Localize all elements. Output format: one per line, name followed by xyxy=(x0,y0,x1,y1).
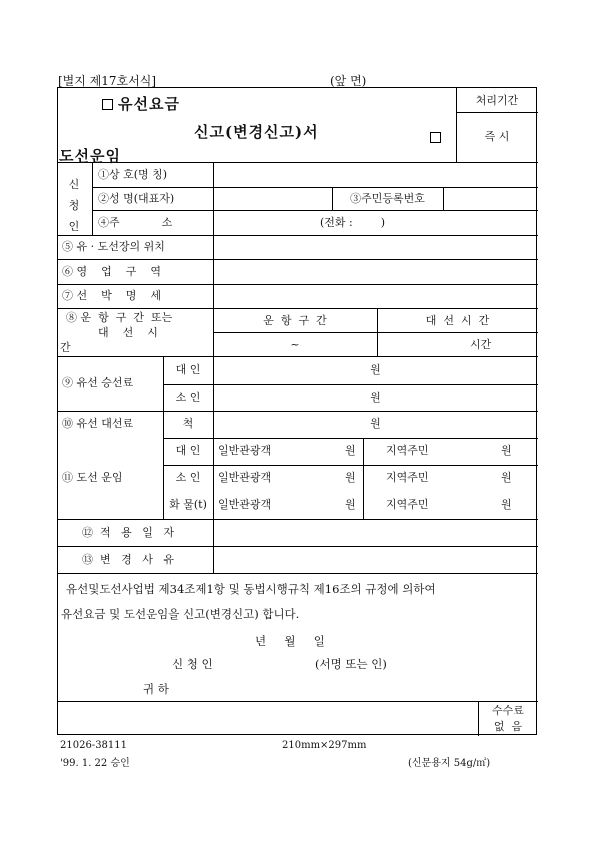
checkbox-icon[interactable] xyxy=(430,132,441,143)
won-unit: 원 xyxy=(501,444,512,457)
won-unit: 원 xyxy=(345,498,356,511)
statement-line2: 유선요금 및 도선운임을 신고(변경신고) 합니다. xyxy=(61,607,300,621)
grid-line xyxy=(58,356,538,357)
grid-line xyxy=(58,573,538,574)
route-section-value: ~ xyxy=(290,338,300,351)
won-unit: 원 xyxy=(370,391,381,404)
page-side-label: (앞 면) xyxy=(330,74,367,88)
grid-line xyxy=(456,112,538,113)
charter-time-value: 시간 xyxy=(470,338,492,351)
charter-fare-label: ⑩ 유선 대선료 xyxy=(62,417,134,430)
route-section-header: 운 항 구 간 xyxy=(263,314,327,327)
grid-line xyxy=(363,438,364,519)
grid-line xyxy=(163,438,538,439)
dock-location-label: ⑤ 유 · 도선장의 위치 xyxy=(62,240,165,253)
grid-line xyxy=(58,308,538,309)
grid-line xyxy=(58,546,538,547)
resident-label: 지역주민 xyxy=(386,498,429,511)
fee-value: 없 음 xyxy=(493,720,523,733)
ferry-fare-label: ⑪ 도선 운임 xyxy=(62,471,123,484)
grid-line xyxy=(58,235,538,236)
grid-line xyxy=(213,332,538,333)
grid-line xyxy=(163,465,538,466)
vessel-spec-label: ⑦ 선 박 명 세 xyxy=(62,289,161,302)
footer-form-code: 21026-38111 xyxy=(60,740,128,751)
boarding-fare-label: ⑨ 유선 승선료 xyxy=(62,376,134,389)
won-unit: 원 xyxy=(501,471,512,484)
applicant-sign-label: 신 청 인 xyxy=(172,657,213,671)
effective-date-label: ⑫ 적 용 일 자 xyxy=(82,526,174,539)
processing-period-label: 처리기간 xyxy=(475,94,519,107)
child-label: 소 인 xyxy=(175,471,201,484)
grid-line xyxy=(58,259,538,260)
resident-label: 지역주민 xyxy=(386,444,429,457)
resident-label: 지역주민 xyxy=(386,471,429,484)
addressee-label: 귀 하 xyxy=(143,682,169,696)
won-unit: 원 xyxy=(501,498,512,511)
grid-line xyxy=(92,210,538,211)
title-option-boat-fare: 유선요금 xyxy=(102,97,180,111)
child-label: 소 인 xyxy=(175,391,201,404)
grid-line xyxy=(58,519,538,520)
checkbox-icon[interactable] xyxy=(102,99,113,110)
address-label: ④주 소 xyxy=(98,216,173,229)
charter-time-header: 대 선 시 간 xyxy=(425,314,490,327)
adult-label: 대 인 xyxy=(175,363,201,376)
footer-approval: '99. 1. 22 승인 xyxy=(60,758,130,769)
grid-line xyxy=(163,356,164,519)
footer-paper-type: (신문용지 54g/㎡) xyxy=(408,758,491,769)
won-unit: 원 xyxy=(345,471,356,484)
report-form xyxy=(57,87,537,735)
grid-line xyxy=(58,284,538,285)
title-option-ferry-fare: 도선운임 xyxy=(59,147,121,165)
grid-line xyxy=(163,384,538,385)
tourist-label: 일반관광객 xyxy=(218,471,272,484)
tourist-label: 일반관광객 xyxy=(218,498,272,511)
route-label-line3: 간 xyxy=(60,341,71,354)
signature-label: (서명 또는 인) xyxy=(315,657,387,671)
won-unit: 원 xyxy=(345,444,356,457)
processing-period-value: 즉 시 xyxy=(484,130,510,143)
applicant-section-label: 신청인 xyxy=(68,178,80,233)
business-area-label: ⑥ 영 업 구 역 xyxy=(62,265,161,278)
resident-number-label: ③주민등록번호 xyxy=(350,192,425,205)
route-label-line2: 대 선 시 xyxy=(98,326,158,339)
phone-label: (전화 : ) xyxy=(320,216,386,229)
route-label-line1: ⑧ 운 항 구 간 또는 xyxy=(66,311,173,324)
tourist-label: 일반관광객 xyxy=(218,444,272,457)
grid-line xyxy=(443,187,444,210)
fee-label: 수수료 xyxy=(492,704,524,717)
grid-line xyxy=(92,187,538,188)
grid-line xyxy=(58,162,538,163)
title-option-ferry-fare-checkbox[interactable] xyxy=(430,127,446,146)
grid-line xyxy=(58,411,538,412)
won-unit: 원 xyxy=(370,417,381,430)
change-reason-label: ⑬ 변 경 사 유 xyxy=(82,553,174,566)
footer-paper-size: 210mm×297mm xyxy=(282,740,367,751)
grid-line xyxy=(92,162,93,235)
form-title: 신고(변경신고)서 xyxy=(194,123,319,141)
vessel-unit-label: 척 xyxy=(182,417,194,430)
cargo-label: 화 물(t) xyxy=(169,498,207,511)
date-line: 년 월 일 xyxy=(255,634,325,648)
adult-label: 대 인 xyxy=(175,444,201,457)
business-name-label: ①상 호(명 칭) xyxy=(98,168,168,181)
representative-label: ②성 명(대표자) xyxy=(98,192,175,205)
won-unit: 원 xyxy=(370,363,381,376)
form-number: [별지 제17호서식] xyxy=(58,74,156,88)
statement-line1: 유선및도선사업법 제34조제1항 및 동법시행규칙 제16조의 규정에 의하여 xyxy=(66,582,436,596)
grid-line xyxy=(58,701,538,702)
